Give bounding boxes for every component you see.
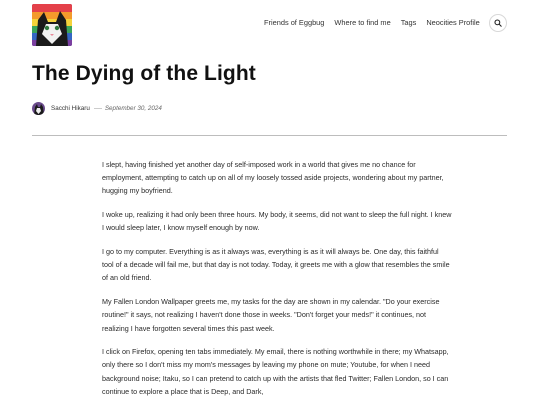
site-header	[0, 0, 540, 50]
header-divider	[32, 135, 507, 136]
post-paragraph: I woke up, realizing it had only been three hours. My body, it seems, did not want to sleep the full night. I knew I would sleep later, I know myself enough by now.	[102, 210, 452, 233]
post-date: September 30, 2024	[104, 104, 162, 112]
post-paragraph: I slept, having finished yet another day of self-imposed work in a world that gives me no chance for employment, attempting to catch up on all of my loosely tossed aside projects, wondering about my partner, hugging my boyfriend.	[102, 160, 444, 196]
nav-tags[interactable]: Tags	[400, 18, 417, 27]
nav-friends-of-eggbug[interactable]: Friends of Eggbug	[264, 18, 325, 27]
post-title: The Dying of the Light	[32, 62, 256, 85]
main-nav	[264, 18, 480, 27]
search-button[interactable]	[489, 14, 507, 32]
post-meta	[32, 101, 162, 115]
post-paragraph: I go to my computer. Everything is as it always was, everything is as it will always be. One day, this faithful tool of a decade will fail me, but that day is not today. Today, it greets me with a glow that resembles the smile of an old friend.	[102, 247, 450, 283]
search-icon	[494, 19, 502, 27]
nav-where-to-find-me[interactable]: Where to find me	[334, 18, 391, 27]
author-avatar[interactable]	[32, 102, 45, 115]
cat-avatar-logo-icon	[32, 4, 72, 46]
meta-separator	[94, 108, 102, 109]
post-content	[102, 158, 452, 409]
post-paragraph: My Fallen London Wallpaper greets me, my tasks for the day are shown in my calendar. "Do your exercise routine!" it says, not realizing I haven't done those in weeks. "Don't forget your meds!" it continues, not realizing I have forgotten several times this past week.	[102, 297, 440, 333]
post-author[interactable]: Sacchi Hikaru	[51, 104, 90, 112]
nav-neocities-profile[interactable]: Neocities Profile	[426, 18, 480, 27]
site-logo[interactable]	[32, 4, 72, 46]
author-avatar-icon	[32, 102, 45, 115]
post-paragraph: I click on Firefox, opening ten tabs immediately. My email, there is nothing worthwhile in there; my Whatsapp, only there so I don't miss my mom's messages by leaving my phone on mute; Youtube, for when I need background noise; Itaku, so I can pretend to catch up with the artists that fled Twitter; Fallen London, so I can continue to explore a place that is Deep, and Dark,	[102, 347, 449, 396]
